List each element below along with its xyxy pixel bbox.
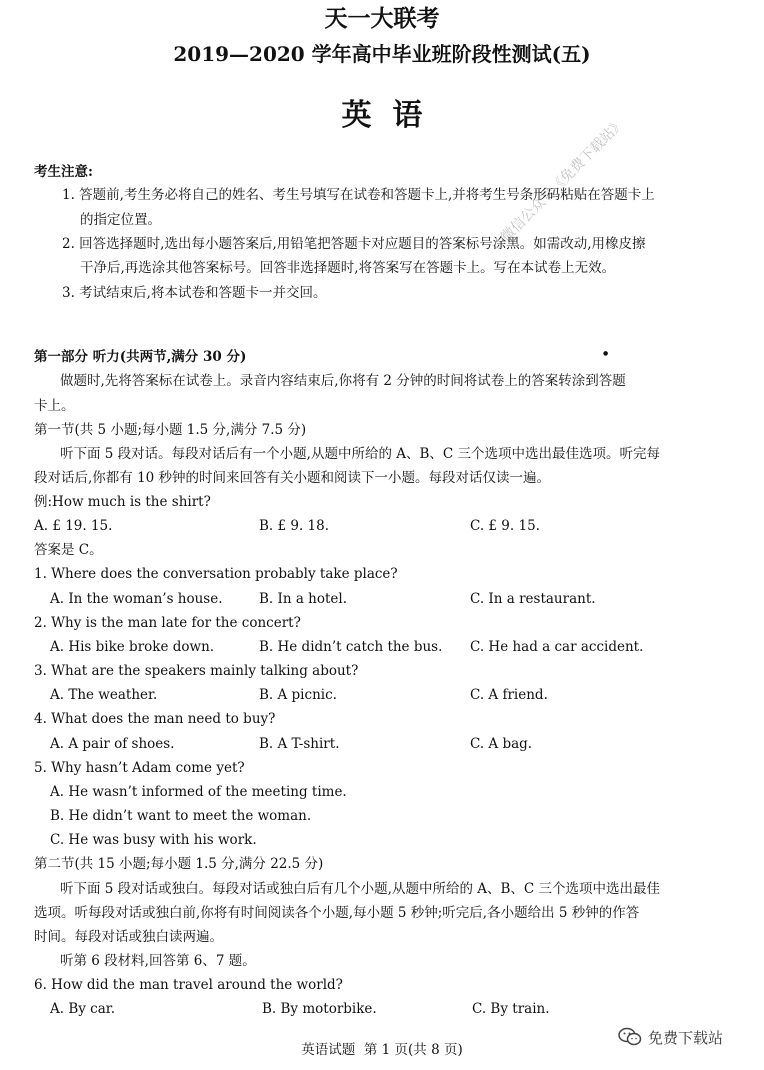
section2-intro-line: 听下面 5 段对话或独白。每段对话或独白后有几个小题,从题中所给的 A、B、C 三个选项中选出最佳 (60, 881, 661, 897)
notice-line: 1. 答题前,考生务必将自己的姓名、考生号填写在试卷和答题卡上,并将考生号条形码粘贴在答题卡上 (62, 187, 655, 203)
section1-intro-line: 段对话后,你都有 10 秒钟的时间来回答有关小题和阅读下一小题。每段对话仅读一遍。 (34, 470, 551, 486)
section2-title: 第二节(共 15 小题;每小题 1.5 分,满分 22.5 分) (34, 856, 324, 872)
question-3-option-b: B. A picnic. (259, 687, 337, 703)
example-option-c: C. £ 9. 15. (470, 518, 540, 534)
question-4-option-a: A. A pair of shoes. (50, 736, 175, 752)
watermark-text: 微信公众号《免费下载站》 (498, 115, 629, 246)
page-footer: 英语试题 第 1 页(共 8 页) (301, 1042, 463, 1058)
exam-org: 天一大联考 (324, 5, 440, 32)
question-1: 1. Where does the conversation probably take place? (34, 566, 398, 582)
example-option-a: A. £ 19. 15. (34, 518, 113, 534)
question-6-option-b: B. By motorbike. (262, 1001, 377, 1017)
question-5: 5. Why hasn’t Adam come yet? (34, 760, 245, 776)
footer-logo (618, 1024, 723, 1050)
example-question: 例:How much is the shirt? (34, 494, 211, 510)
example-answer: 答案是 C。 (34, 542, 103, 558)
section2-intro-line: 选项。听每段对话或独白前,你将有时间阅读各个小题,每小题 5 秒钟;听完后,各小题给出 5 秒钟的作答 (34, 905, 640, 921)
question-4-option-b: B. A T-shirt. (259, 736, 340, 752)
question-3: 3. What are the speakers mainly talking about? (34, 663, 359, 679)
question-6-option-a: A. By car. (50, 1001, 116, 1017)
part1-title: 第一部分 听力(共两节,满分 30 分) (34, 349, 247, 365)
section1-intro-line: 听下面 5 段对话。每段对话后有一个小题,从题中所给的 A、B、C 三个选项中选出最佳选项。听完每 (60, 446, 661, 462)
question-2-option-a: A. His bike broke down. (50, 639, 215, 655)
wechat-icon (618, 1026, 642, 1048)
question-3-option-a: A. The weather. (50, 687, 158, 703)
part1-intro-line: 做题时,先将答案标在试卷上。录音内容结束后,你将有 2 分钟的时间将试卷上的答案转涂到答题 (60, 373, 626, 389)
question-4: 4. What does the man need to buy? (34, 711, 276, 727)
section1-title: 第一节(共 5 小题;每小题 1.5 分,满分 7.5 分) (34, 422, 307, 438)
exam-title: 2019—2020 学年高中毕业班阶段性测试(五) (173, 42, 591, 66)
footer-logo-text: 免费下载站 (648, 1028, 724, 1047)
question-1-option-c: C. In a restaurant. (470, 591, 596, 607)
question-2-option-b: B. He didn’t catch the bus. (259, 639, 443, 655)
question-5-option-a: A. He wasn’t informed of the meeting time. (50, 784, 347, 800)
notice-line: 干净后,再选涂其他答案标号。回答非选择题时,将答案写在答题卡上。写在本试卷上无效。 (80, 260, 616, 276)
question-5-option-b: B. He didn’t want to meet the woman. (50, 808, 312, 824)
question-6-option-c: C. By train. (472, 1001, 550, 1017)
question-4-option-c: C. A bag. (470, 736, 533, 752)
question-2: 2. Why is the man late for the concert? (34, 615, 301, 631)
stray-mark: ● (603, 350, 609, 357)
subject-title: 英 语 (341, 98, 423, 133)
notice-line: 2. 回答选择题时,选出每小题答案后,用铅笔把答题卡对应题目的答案标号涂黑。如需改动,用橡皮擦 (62, 236, 646, 252)
question-6: 6. How did the man travel around the world? (34, 977, 343, 993)
notice-line: 的指定位置。 (80, 212, 161, 228)
notice-line: 3. 考试结束后,将本试卷和答题卡一并交回。 (62, 285, 327, 301)
question-1-option-a: A. In the woman’s house. (50, 591, 223, 607)
question-1-option-b: B. In a hotel. (259, 591, 348, 607)
section2-intro-line: 时间。每段对话或独白读两遍。 (34, 929, 223, 945)
question-2-option-c: C. He had a car accident. (470, 639, 644, 655)
notice-title: 考生注意: (34, 164, 93, 180)
listen-instruction: 听第 6 段材料,回答第 6、7 题。 (60, 953, 256, 969)
question-5-option-c: C. He was busy with his work. (50, 832, 257, 848)
part1-intro-line: 卡上。 (34, 398, 75, 414)
question-3-option-c: C. A friend. (470, 687, 548, 703)
example-option-b: B. £ 9. 18. (259, 518, 330, 534)
